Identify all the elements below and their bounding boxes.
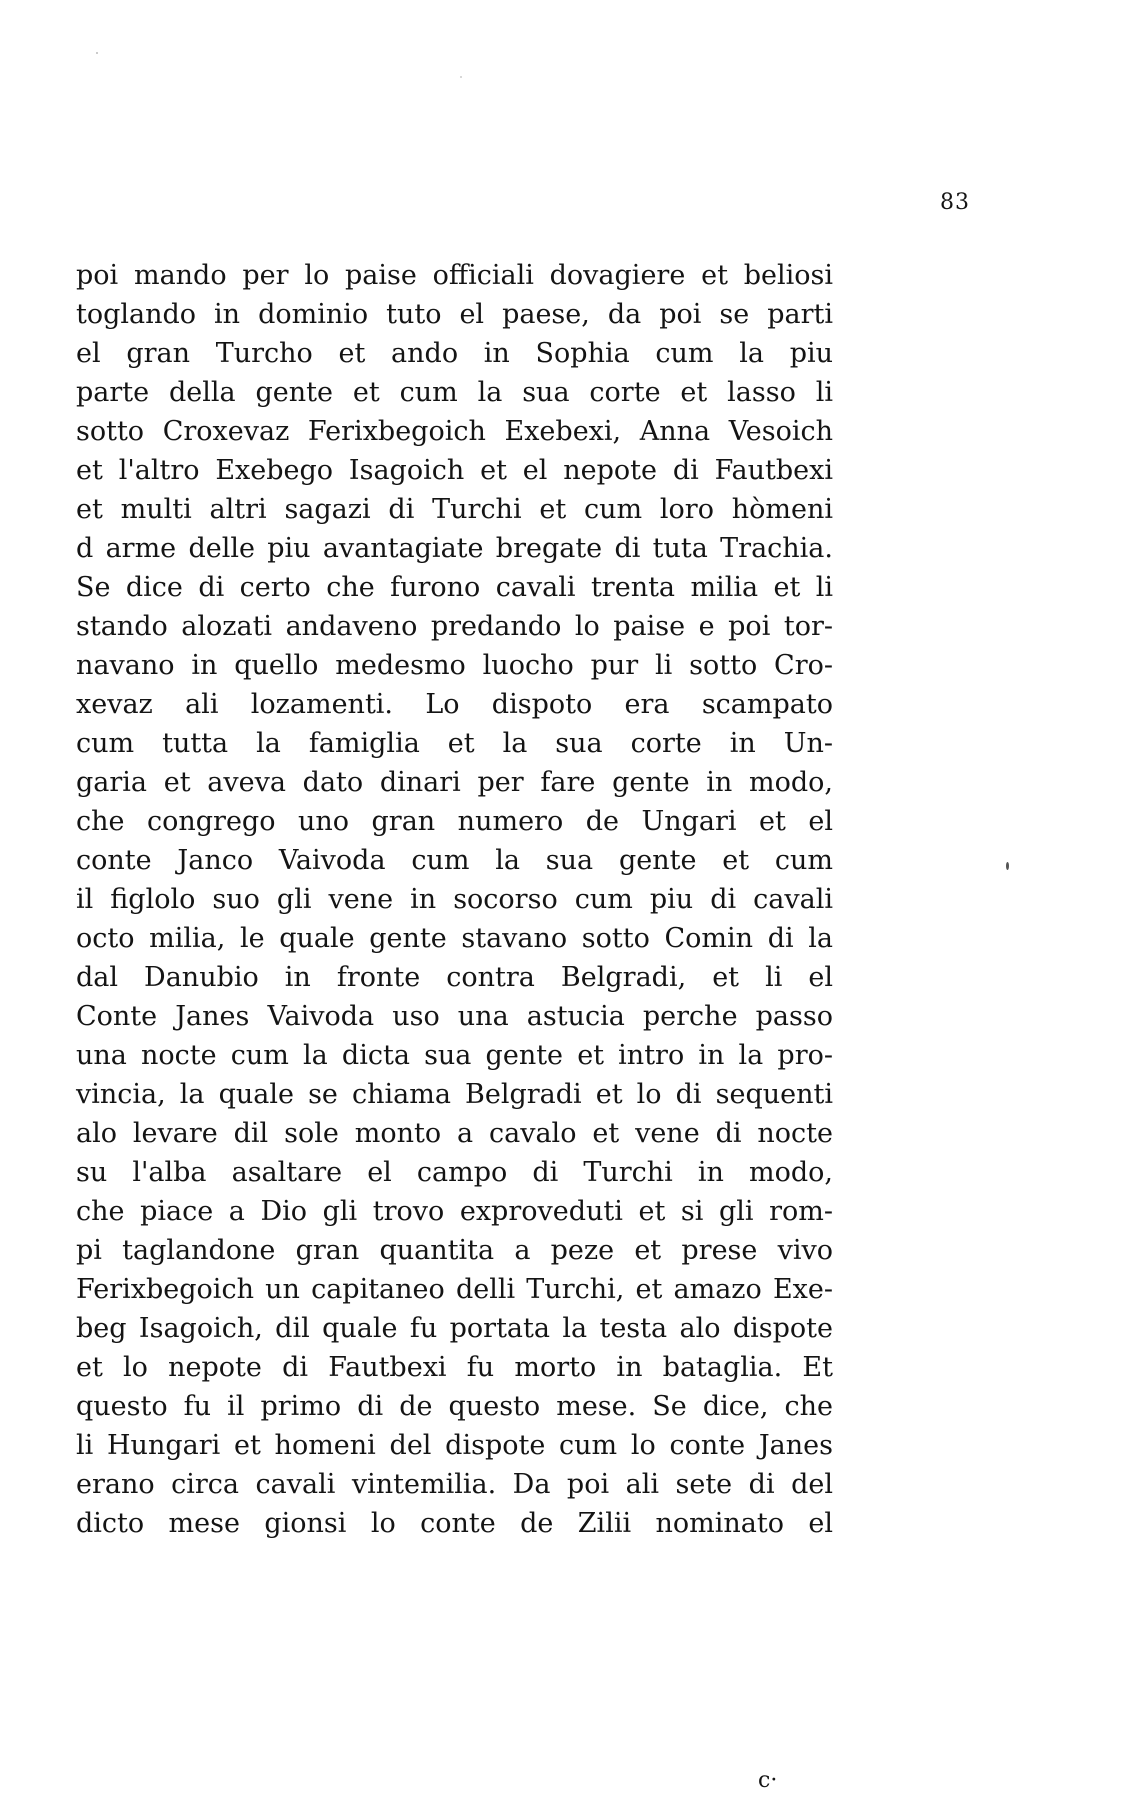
text-line: conte Janco Vaivoda cum la sua gente et cum bbox=[76, 845, 833, 876]
text-line: che congrego uno gran numero de Ungari et el bbox=[76, 806, 833, 837]
margin-speck bbox=[1006, 862, 1009, 870]
text-line: cum tutta la famiglia et la sua corte in Un- bbox=[76, 728, 833, 759]
text-line: et l'altro Exebego Isagoich et el nepote di Fautbexi bbox=[76, 455, 833, 486]
text-line: Se dice di certo che furono cavali trenta milia et li bbox=[76, 572, 833, 603]
text-line: xevaz ali lozamenti. Lo dispoto era scampato bbox=[76, 689, 833, 720]
body-text bbox=[76, 256, 833, 1543]
text-line: beg Isagoich, dil quale fu portata la testa alo dispote bbox=[76, 1313, 833, 1344]
text-line: octo milia, le quale gente stavano sotto Comin di la bbox=[76, 923, 833, 954]
text-line: su l'alba asaltare el campo di Turchi in modo, bbox=[76, 1157, 833, 1188]
page-number: 83 bbox=[940, 190, 970, 215]
signature-mark: c· bbox=[758, 1768, 778, 1793]
text-line: sotto Croxevaz Ferixbegoich Exebexi, Anna Vesoich bbox=[76, 416, 833, 447]
text-line: et multi altri sagazi di Turchi et cum loro hòmeni bbox=[76, 494, 833, 525]
text-line: pi taglandone gran quantita a peze et prese vivo bbox=[76, 1235, 833, 1266]
text-line: el gran Turcho et ando in Sophia cum la piu bbox=[76, 338, 833, 369]
text-line: stando alozati andaveno predando lo paise e poi tor- bbox=[76, 611, 833, 642]
text-line: dicto mese gionsi lo conte de Zilii nominato el bbox=[76, 1508, 833, 1539]
text-line: toglando in dominio tuto el paese, da poi se parti bbox=[76, 299, 833, 330]
margin-speck bbox=[96, 52, 98, 54]
text-line: questo fu il primo di de questo mese. Se dice, che bbox=[76, 1391, 833, 1422]
margin-speck bbox=[460, 76, 462, 78]
text-line: garia et aveva dato dinari per fare gente in modo, bbox=[76, 767, 833, 798]
text-line: et lo nepote di Fautbexi fu morto in bataglia. Et bbox=[76, 1352, 833, 1383]
text-line: navano in quello medesmo luocho pur li sotto Cro- bbox=[76, 650, 833, 681]
text-line: il figlolo suo gli vene in socorso cum piu di cavali bbox=[76, 884, 833, 915]
text-line: che piace a Dio gli trovo exproveduti et si gli rom- bbox=[76, 1196, 833, 1227]
text-line: dal Danubio in fronte contra Belgradi, et li el bbox=[76, 962, 833, 993]
text-line: Ferixbegoich un capitaneo delli Turchi, et amazo Exe- bbox=[76, 1274, 833, 1305]
text-line: poi mando per lo paise officiali dovagiere et beliosi bbox=[76, 260, 833, 291]
text-line: d arme delle piu avantagiate bregate di tuta Trachia. bbox=[76, 533, 833, 564]
text-line: vincia, la quale se chiama Belgradi et lo di sequenti bbox=[76, 1079, 833, 1110]
text-line: parte della gente et cum la sua corte et lasso li bbox=[76, 377, 833, 408]
text-line: erano circa cavali vintemilia. Da poi ali sete di del bbox=[76, 1469, 833, 1500]
text-line: li Hungari et homeni del dispote cum lo conte Janes bbox=[76, 1430, 833, 1461]
text-line: una nocte cum la dicta sua gente et intro in la pro- bbox=[76, 1040, 833, 1071]
text-line: Conte Janes Vaivoda uso una astucia perche passo bbox=[76, 1001, 833, 1032]
text-line: alo levare dil sole monto a cavalo et vene di nocte bbox=[76, 1118, 833, 1149]
